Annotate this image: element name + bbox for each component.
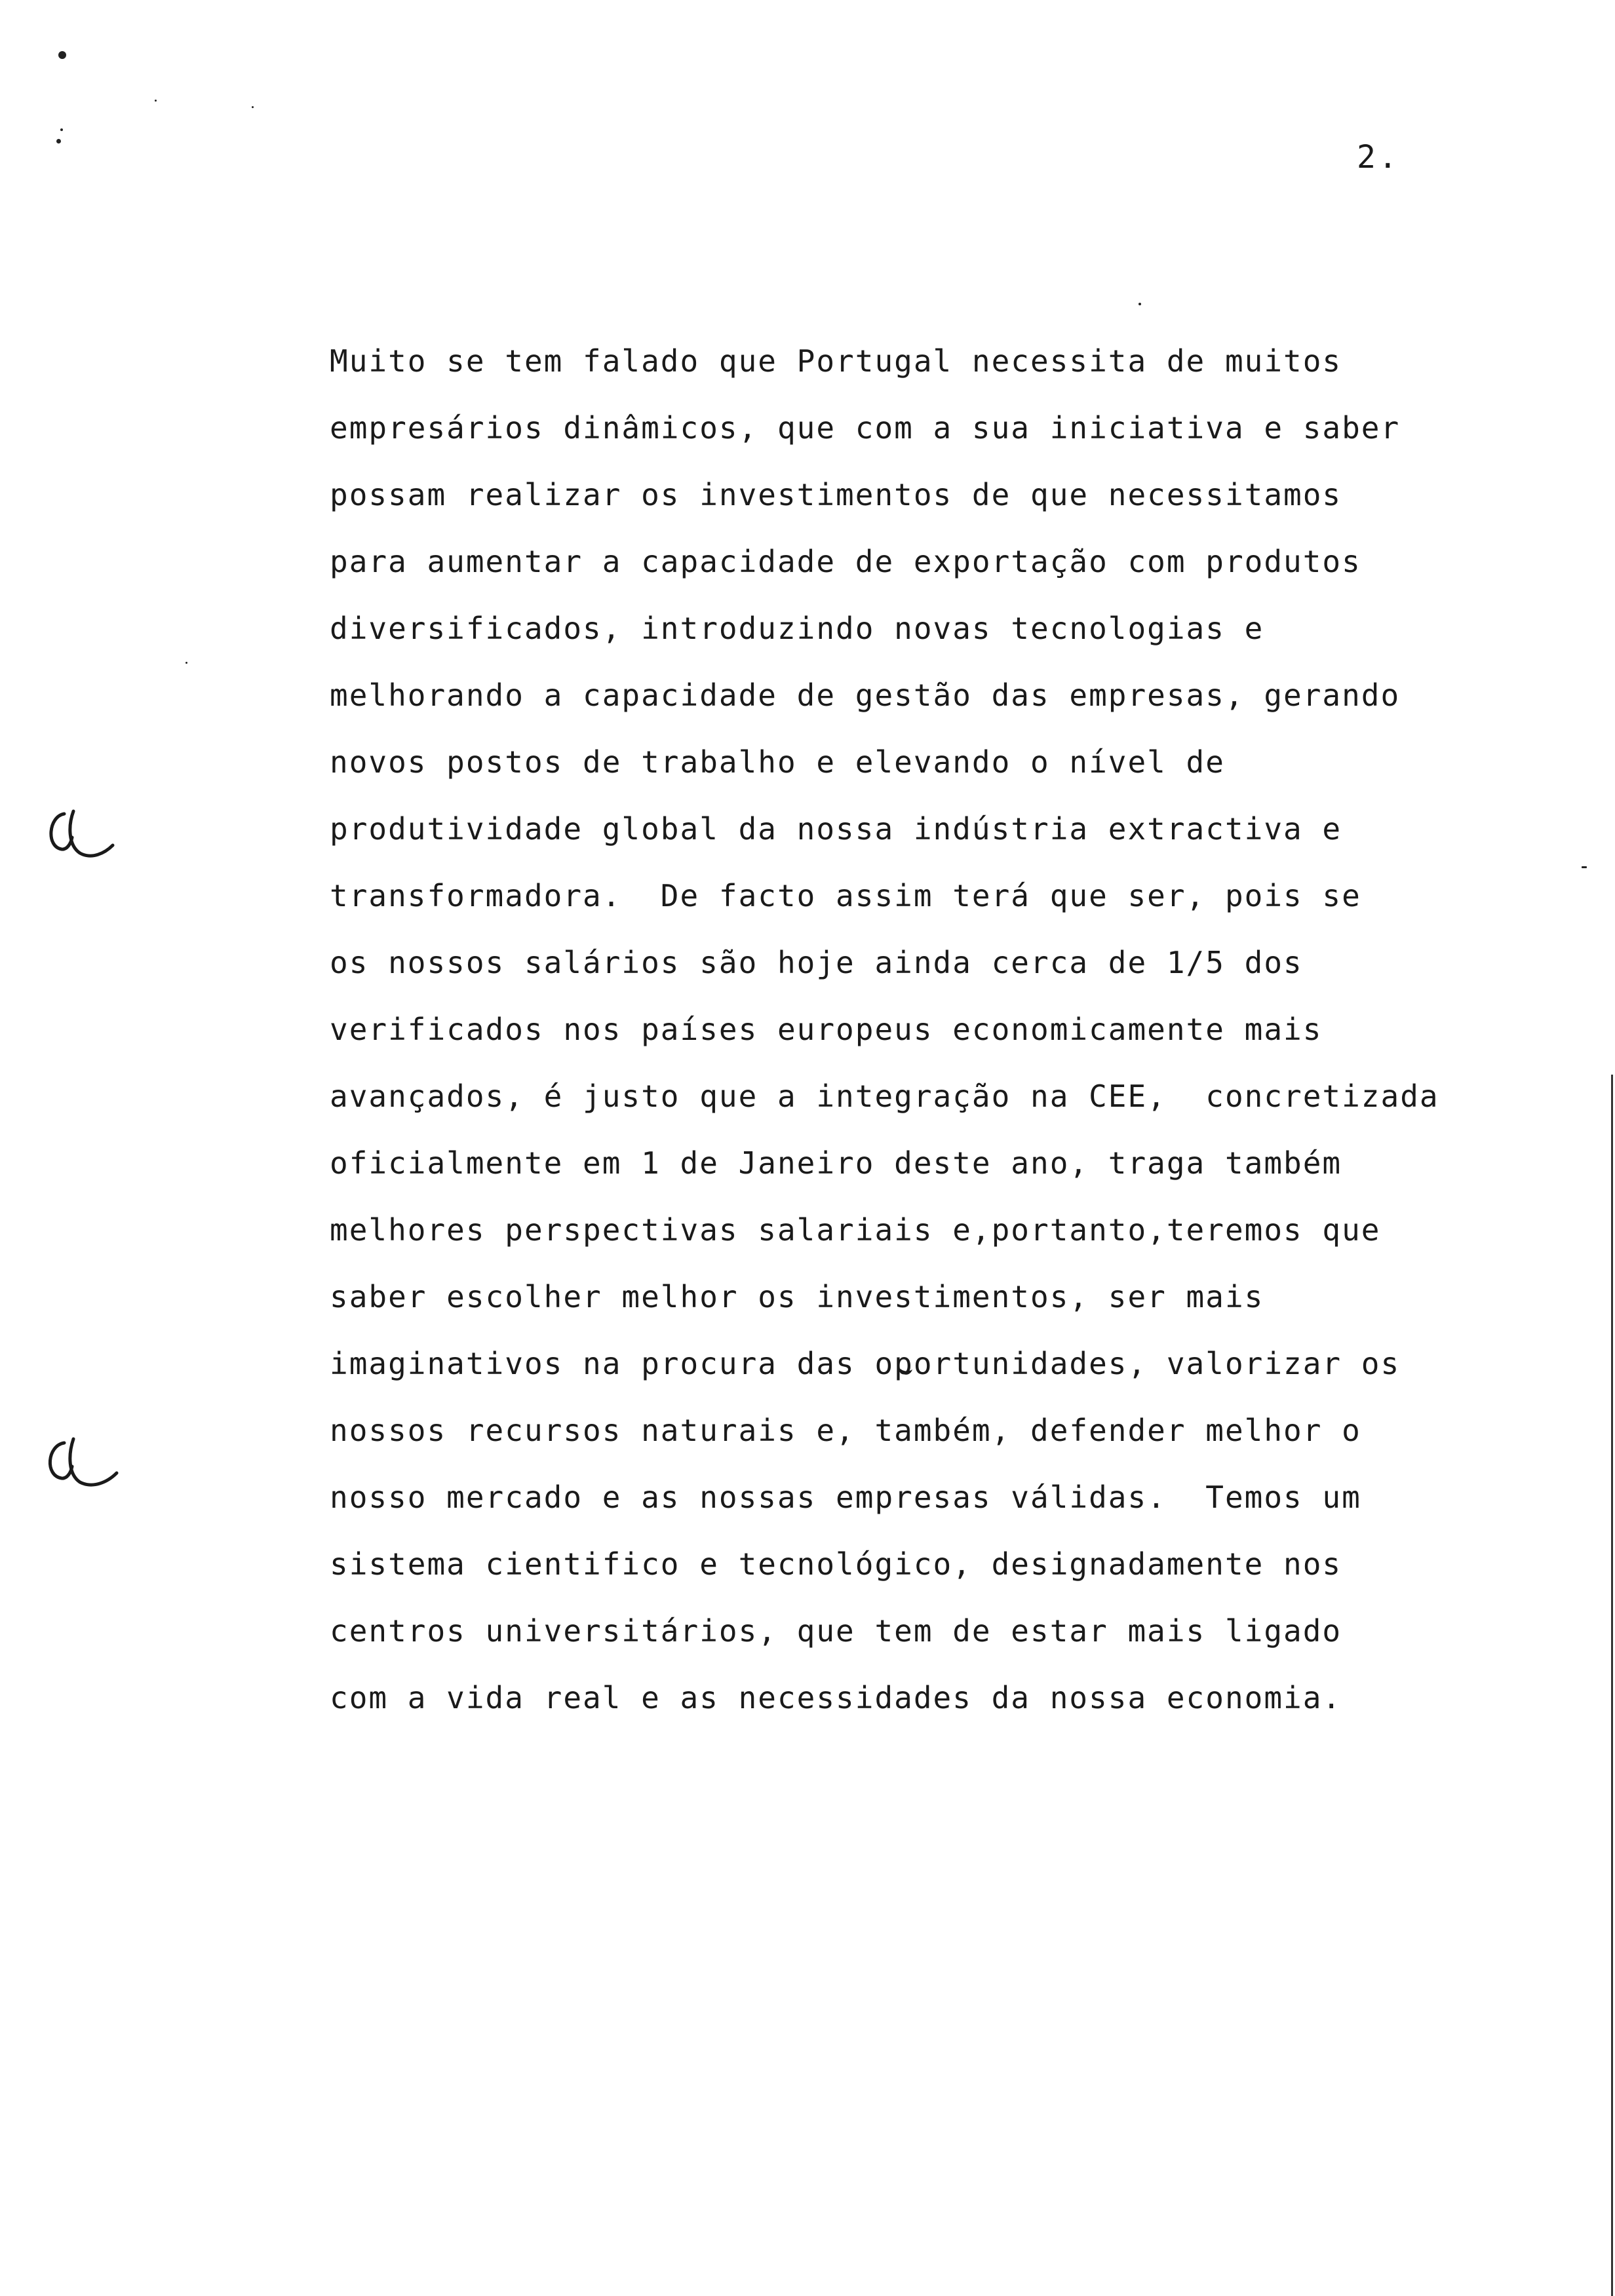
page-number: 2. — [1357, 139, 1400, 176]
text-line: sistema cientifico e tecnológico, designadamente nos — [330, 1546, 1342, 1582]
scan-dot — [1582, 866, 1587, 868]
text-line: nossos recursos naturais e, também, defender melhor o — [330, 1413, 1361, 1448]
text-line: os nossos salários são hoje ainda cerca de 1/5 dos — [330, 945, 1303, 980]
text-line: novos postos de trabalho e elevando o nível de — [330, 744, 1225, 780]
scan-dot — [252, 106, 254, 108]
scan-dot — [58, 51, 66, 59]
scan-dot — [155, 100, 157, 102]
text-line: avançados, é justo que a integração na CEE, concretizada — [330, 1079, 1439, 1114]
text-line: oficialmente em 1 de Janeiro deste ano, traga também — [330, 1145, 1342, 1181]
text-line: para aumentar a capacidade de exportação com produtos — [330, 544, 1361, 579]
text-line: Muito se tem falado que Portugal necessita de muitos — [330, 343, 1342, 379]
scan-edge-line — [1611, 1075, 1613, 2296]
text-line: imaginativos na procura das oportunidades, valorizar os — [330, 1346, 1401, 1381]
text-line: verificados nos países europeus economicamente mais — [330, 1012, 1323, 1047]
handwritten-initials-mark — [39, 806, 118, 865]
text-line: produtividade global da nossa indústria extractiva e — [330, 811, 1342, 847]
text-line: saber escolher melhor os investimentos, ser mais — [330, 1279, 1264, 1314]
text-line: centros universitários, que tem de estar mais ligado — [330, 1613, 1342, 1649]
scan-dot — [1138, 303, 1141, 305]
text-line: empresários dinâmicos, que com a sua iniciativa e saber — [330, 410, 1401, 446]
body-text — [330, 328, 1496, 1731]
text-line: diversificados, introduzindo novas tecnologias e — [330, 611, 1264, 646]
text-line: melhores perspectivas salariais e,portanto,teremos que — [330, 1212, 1381, 1248]
text-line: com a vida real e as necessidades da nossa economia. — [330, 1680, 1342, 1715]
scan-dot — [60, 128, 63, 131]
text-line: transformadora. De facto assim terá que ser, pois se — [330, 878, 1361, 913]
text-line: possam realizar os investimentos de que necessitamos — [330, 477, 1342, 512]
text-line: melhorando a capacidade de gestão das empresas, gerando — [330, 678, 1401, 713]
scan-dot — [185, 662, 187, 664]
handwritten-initials-mark — [38, 1435, 123, 1494]
text-line: nosso mercado e as nossas empresas válidas. Temos um — [330, 1480, 1361, 1515]
scan-dot — [56, 139, 61, 144]
